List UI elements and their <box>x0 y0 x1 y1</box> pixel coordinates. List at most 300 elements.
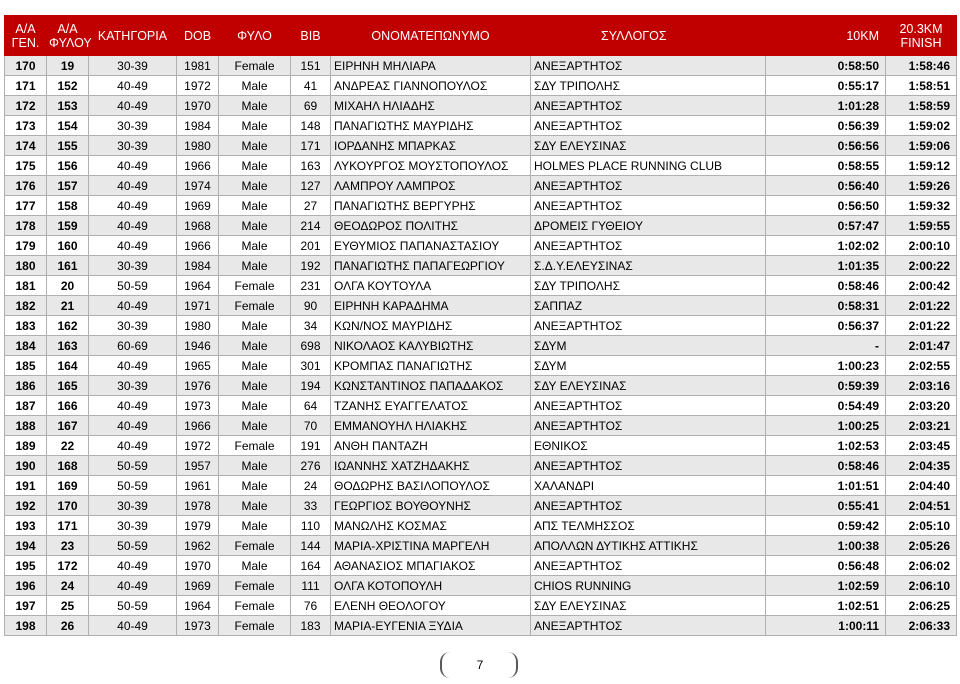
cell-dob: 1968 <box>177 216 219 236</box>
cell-cat: 30-39 <box>89 56 177 76</box>
cell-fin: 2:03:45 <box>886 436 957 456</box>
cell-cat: 30-39 <box>89 516 177 536</box>
cell-name: ΜΑΡΙΑ-ΧΡΙΣΤΙΝΑ ΜΑΡΓΕΛΗ <box>331 536 531 556</box>
cell-rank: 190 <box>5 456 47 476</box>
cell-fin: 1:58:59 <box>886 96 957 116</box>
cell-fin: 2:06:33 <box>886 616 957 636</box>
cell-t10: 1:00:25 <box>766 416 886 436</box>
cell-name: ΕΙΡΗΝΗ ΜΗΛΙΑΡΑ <box>331 56 531 76</box>
cell-t10: 0:58:31 <box>766 296 886 316</box>
cell-bib: 301 <box>291 356 331 376</box>
cell-rank: 198 <box>5 616 47 636</box>
cell-dob: 1973 <box>177 616 219 636</box>
table-row <box>5 496 957 516</box>
cell-t10: 1:01:35 <box>766 256 886 276</box>
cell-club: ΑΝΕΞΑΡΤΗΤΟΣ <box>531 196 766 216</box>
cell-dob: 1969 <box>177 576 219 596</box>
cell-t10: 0:56:50 <box>766 196 886 216</box>
cell-club: ΑΝΕΞΑΡΤΗΤΟΣ <box>531 116 766 136</box>
cell-name: ΕΜΜΑΝΟΥΗΛ ΗΛΙΑΚΗΣ <box>331 416 531 436</box>
cell-sex: Male <box>219 516 291 536</box>
cell-club: ΣΔΥ ΕΛΕΥΣΙΝΑΣ <box>531 376 766 396</box>
cell-cat: 40-49 <box>89 356 177 376</box>
cell-sex: Female <box>219 436 291 456</box>
cell-grank: 26 <box>47 616 89 636</box>
cell-sex: Male <box>219 96 291 116</box>
cell-name: ΘΕΟΔΩΡΟΣ ΠΟΛΙΤΗΣ <box>331 216 531 236</box>
cell-rank: 179 <box>5 236 47 256</box>
cell-name: ΤΖΑΝΗΣ ΕΥΑΓΓΕΛΑΤΟΣ <box>331 396 531 416</box>
cell-club: ΣΔΥ ΕΛΕΥΣΙΝΑΣ <box>531 596 766 616</box>
cell-club: ΑΠΟΛΛΩΝ ΔΥΤΙΚΗΣ ΑΤΤΙΚΗΣ <box>531 536 766 556</box>
cell-name: ΕΥΘΥΜΙΟΣ ΠΑΠΑΝΑΣΤΑΣΙΟΥ <box>331 236 531 256</box>
cell-rank: 171 <box>5 76 47 96</box>
cell-bib: 33 <box>291 496 331 516</box>
cell-t10: 1:00:11 <box>766 616 886 636</box>
cell-grank: 169 <box>47 476 89 496</box>
header-rank: Α/Α ΓΕΝ. <box>5 16 47 56</box>
cell-bib: 194 <box>291 376 331 396</box>
table-row <box>5 256 957 276</box>
cell-rank: 182 <box>5 296 47 316</box>
cell-fin: 2:01:22 <box>886 296 957 316</box>
cell-name: ΝΙΚΟΛΑΟΣ ΚΑΛΥΒΙΩΤΗΣ <box>331 336 531 356</box>
cell-rank: 195 <box>5 556 47 576</box>
cell-fin: 2:03:16 <box>886 376 957 396</box>
cell-grank: 20 <box>47 276 89 296</box>
cell-rank: 197 <box>5 596 47 616</box>
cell-club: ΑΝΕΞΑΡΤΗΤΟΣ <box>531 176 766 196</box>
cell-t10: - <box>766 336 886 356</box>
table-row <box>5 156 957 176</box>
cell-grank: 170 <box>47 496 89 516</box>
cell-name: ΑΝΔΡΕΑΣ ΓΙΑΝΝΟΠΟΥΛΟΣ <box>331 76 531 96</box>
cell-dob: 1984 <box>177 256 219 276</box>
cell-sex: Female <box>219 296 291 316</box>
cell-fin: 1:59:26 <box>886 176 957 196</box>
cell-name: ΟΛΓΑ ΚΟΤΟΠΟΥΛΗ <box>331 576 531 596</box>
cell-t10: 0:59:39 <box>766 376 886 396</box>
cell-dob: 1964 <box>177 276 219 296</box>
cell-grank: 153 <box>47 96 89 116</box>
table-row <box>5 556 957 576</box>
cell-t10: 1:00:23 <box>766 356 886 376</box>
cell-sex: Female <box>219 576 291 596</box>
cell-dob: 1984 <box>177 116 219 136</box>
cell-cat: 30-39 <box>89 316 177 336</box>
cell-name: ΕΙΡΗΝΗ ΚΑΡΑΔΗΜΑ <box>331 296 531 316</box>
cell-rank: 170 <box>5 56 47 76</box>
cell-t10: 1:01:51 <box>766 476 886 496</box>
cell-grank: 154 <box>47 116 89 136</box>
cell-sex: Male <box>219 216 291 236</box>
cell-rank: 189 <box>5 436 47 456</box>
cell-t10: 1:00:38 <box>766 536 886 556</box>
cell-name: ΑΝΘΗ ΠΑΝΤΑΖΗ <box>331 436 531 456</box>
table-row <box>5 316 957 336</box>
cell-dob: 1972 <box>177 76 219 96</box>
cell-cat: 40-49 <box>89 96 177 116</box>
cell-grank: 171 <box>47 516 89 536</box>
cell-cat: 50-59 <box>89 456 177 476</box>
cell-sex: Male <box>219 176 291 196</box>
cell-t10: 1:02:02 <box>766 236 886 256</box>
cell-sex: Male <box>219 196 291 216</box>
cell-bib: 111 <box>291 576 331 596</box>
cell-rank: 191 <box>5 476 47 496</box>
header-finish: 20.3KM FINISH <box>886 16 957 56</box>
results-body <box>5 56 957 636</box>
cell-club: ΣΑΠΠΑΖ <box>531 296 766 316</box>
cell-bib: 171 <box>291 136 331 156</box>
cell-fin: 2:01:47 <box>886 336 957 356</box>
cell-name: ΘΟΔΩΡΗΣ ΒΑΣΙΛΟΠΟΥΛΟΣ <box>331 476 531 496</box>
cell-club: ΑΝΕΞΑΡΤΗΤΟΣ <box>531 616 766 636</box>
cell-fin: 2:05:10 <box>886 516 957 536</box>
cell-bib: 191 <box>291 436 331 456</box>
header-club: ΣΥΛΛΟΓΟΣ <box>531 16 766 56</box>
cell-t10: 0:56:40 <box>766 176 886 196</box>
cell-sex: Male <box>219 456 291 476</box>
cell-fin: 1:59:55 <box>886 216 957 236</box>
cell-dob: 1966 <box>177 156 219 176</box>
cell-bib: 110 <box>291 516 331 536</box>
cell-grank: 19 <box>47 56 89 76</box>
table-row <box>5 396 957 416</box>
cell-sex: Male <box>219 556 291 576</box>
cell-rank: 193 <box>5 516 47 536</box>
cell-grank: 158 <box>47 196 89 216</box>
cell-bib: 90 <box>291 296 331 316</box>
cell-grank: 25 <box>47 596 89 616</box>
cell-t10: 0:57:47 <box>766 216 886 236</box>
cell-sex: Male <box>219 116 291 136</box>
page-number: 7 <box>476 658 484 672</box>
cell-name: ΜΙΧΑΗΛ ΗΛΙΑΔΗΣ <box>331 96 531 116</box>
cell-fin: 2:00:42 <box>886 276 957 296</box>
cell-name: ΜΑΡΙΑ-ΕΥΓΕΝΙΑ ΞΥΔΙΑ <box>331 616 531 636</box>
cell-club: ΣΔΥ ΤΡΙΠΟΛΗΣ <box>531 76 766 96</box>
cell-dob: 1978 <box>177 496 219 516</box>
table-row <box>5 596 957 616</box>
cell-club: ΑΝΕΞΑΡΤΗΤΟΣ <box>531 456 766 476</box>
table-row <box>5 376 957 396</box>
cell-bib: 163 <box>291 156 331 176</box>
header-dob: DOB <box>177 16 219 56</box>
cell-cat: 40-49 <box>89 396 177 416</box>
cell-sex: Female <box>219 536 291 556</box>
cell-sex: Female <box>219 56 291 76</box>
cell-grank: 172 <box>47 556 89 576</box>
table-row <box>5 616 957 636</box>
cell-dob: 1962 <box>177 536 219 556</box>
cell-sex: Female <box>219 616 291 636</box>
cell-rank: 178 <box>5 216 47 236</box>
cell-bib: 183 <box>291 616 331 636</box>
header-sex: ΦΥΛΟ <box>219 16 291 56</box>
cell-club: ΣΔΥΜ <box>531 336 766 356</box>
cell-dob: 1976 <box>177 376 219 396</box>
cell-rank: 186 <box>5 376 47 396</box>
cell-fin: 1:58:46 <box>886 56 957 76</box>
cell-fin: 2:05:26 <box>886 536 957 556</box>
cell-cat: 50-59 <box>89 536 177 556</box>
cell-club: Σ.Δ.Υ.ΕΛΕΥΣΙΝΑΣ <box>531 256 766 276</box>
cell-t10: 0:59:42 <box>766 516 886 536</box>
table-row <box>5 176 957 196</box>
cell-fin: 1:58:51 <box>886 76 957 96</box>
cell-rank: 174 <box>5 136 47 156</box>
cell-grank: 166 <box>47 396 89 416</box>
cell-fin: 1:59:12 <box>886 156 957 176</box>
cell-bib: 24 <box>291 476 331 496</box>
cell-grank: 161 <box>47 256 89 276</box>
cell-t10: 0:58:50 <box>766 56 886 76</box>
cell-bib: 276 <box>291 456 331 476</box>
cell-dob: 1946 <box>177 336 219 356</box>
table-row <box>5 416 957 436</box>
cell-dob: 1974 <box>177 176 219 196</box>
cell-t10: 0:58:46 <box>766 276 886 296</box>
table-row <box>5 236 957 256</box>
cell-bib: 164 <box>291 556 331 576</box>
cell-grank: 167 <box>47 416 89 436</box>
cell-rank: 187 <box>5 396 47 416</box>
table-row <box>5 336 957 356</box>
table-row <box>5 136 957 156</box>
cell-club: ΕΘΝΙΚΟΣ <box>531 436 766 456</box>
cell-rank: 177 <box>5 196 47 216</box>
cell-name: ΛΥΚΟΥΡΓΟΣ ΜΟΥΣΤΟΠΟΥΛΟΣ <box>331 156 531 176</box>
cell-cat: 30-39 <box>89 256 177 276</box>
cell-sex: Male <box>219 256 291 276</box>
cell-t10: 0:56:48 <box>766 556 886 576</box>
cell-bib: 127 <box>291 176 331 196</box>
cell-club: ΣΔΥ ΤΡΙΠΟΛΗΣ <box>531 276 766 296</box>
cell-rank: 184 <box>5 336 47 356</box>
cell-sex: Male <box>219 396 291 416</box>
table-row <box>5 196 957 216</box>
cell-club: ΑΝΕΞΑΡΤΗΤΟΣ <box>531 56 766 76</box>
cell-club: ΑΝΕΞΑΡΤΗΤΟΣ <box>531 496 766 516</box>
cell-sex: Male <box>219 76 291 96</box>
table-header-row <box>5 16 957 56</box>
cell-t10: 1:02:51 <box>766 596 886 616</box>
cell-dob: 1966 <box>177 236 219 256</box>
cell-grank: 163 <box>47 336 89 356</box>
cell-t10: 0:56:56 <box>766 136 886 156</box>
cell-cat: 40-49 <box>89 156 177 176</box>
cell-club: ΑΝΕΞΑΡΤΗΤΟΣ <box>531 556 766 576</box>
cell-cat: 40-49 <box>89 576 177 596</box>
cell-bib: 698 <box>291 336 331 356</box>
cell-rank: 183 <box>5 316 47 336</box>
cell-grank: 21 <box>47 296 89 316</box>
cell-name: ΙΟΡΔΑΝΗΣ ΜΠΑΡΚΑΣ <box>331 136 531 156</box>
header-group-rank: Α/Α ΦΥΛΟΥ <box>47 16 89 56</box>
cell-fin: 1:59:32 <box>886 196 957 216</box>
cell-cat: 50-59 <box>89 276 177 296</box>
cell-name: ΑΘΑΝΑΣΙΟΣ ΜΠΑΓΙΑΚΟΣ <box>331 556 531 576</box>
cell-t10: 0:58:46 <box>766 456 886 476</box>
cell-cat: 40-49 <box>89 556 177 576</box>
cell-bib: 192 <box>291 256 331 276</box>
cell-dob: 1964 <box>177 596 219 616</box>
cell-fin: 2:06:10 <box>886 576 957 596</box>
cell-sex: Male <box>219 496 291 516</box>
cell-cat: 60-69 <box>89 336 177 356</box>
cell-grank: 162 <box>47 316 89 336</box>
cell-sex: Female <box>219 596 291 616</box>
cell-cat: 30-39 <box>89 136 177 156</box>
cell-dob: 1966 <box>177 416 219 436</box>
cell-grank: 168 <box>47 456 89 476</box>
cell-grank: 164 <box>47 356 89 376</box>
cell-name: ΙΩΑΝΝΗΣ ΧΑΤΖΗΔΑΚΗΣ <box>331 456 531 476</box>
cell-club: ΧΑΛΑΝΔΡΙ <box>531 476 766 496</box>
cell-grank: 156 <box>47 156 89 176</box>
cell-dob: 1971 <box>177 296 219 316</box>
cell-fin: 2:06:02 <box>886 556 957 576</box>
cell-bib: 70 <box>291 416 331 436</box>
table-row <box>5 536 957 556</box>
cell-club: CHIOS RUNNING <box>531 576 766 596</box>
cell-name: ΟΛΓΑ ΚΟΥΤΟΥΛΑ <box>331 276 531 296</box>
cell-name: ΛΑΜΠΡΟΥ ΛΑΜΠΡΟΣ <box>331 176 531 196</box>
cell-rank: 196 <box>5 576 47 596</box>
cell-bib: 214 <box>291 216 331 236</box>
cell-cat: 30-39 <box>89 496 177 516</box>
cell-fin: 1:59:06 <box>886 136 957 156</box>
cell-cat: 40-49 <box>89 296 177 316</box>
cell-cat: 50-59 <box>89 476 177 496</box>
header-category: ΚΑΤΗΓΟΡΙΑ <box>89 16 177 56</box>
cell-cat: 40-49 <box>89 616 177 636</box>
table-row <box>5 356 957 376</box>
cell-fin: 2:04:35 <box>886 456 957 476</box>
cell-sex: Male <box>219 376 291 396</box>
cell-rank: 192 <box>5 496 47 516</box>
cell-grank: 157 <box>47 176 89 196</box>
cell-name: ΠΑΝΑΓΙΩΤΗΣ ΜΑΥΡΙΔΗΣ <box>331 116 531 136</box>
cell-bib: 201 <box>291 236 331 256</box>
cell-t10: 1:02:59 <box>766 576 886 596</box>
cell-cat: 40-49 <box>89 236 177 256</box>
table-row <box>5 436 957 456</box>
results-table <box>4 15 957 636</box>
cell-fin: 2:02:55 <box>886 356 957 376</box>
cell-sex: Male <box>219 156 291 176</box>
cell-bib: 76 <box>291 596 331 616</box>
cell-t10: 0:54:49 <box>766 396 886 416</box>
cell-grank: 24 <box>47 576 89 596</box>
cell-fin: 2:00:10 <box>886 236 957 256</box>
cell-grank: 22 <box>47 436 89 456</box>
cell-sex: Male <box>219 416 291 436</box>
table-row <box>5 96 957 116</box>
cell-sex: Male <box>219 476 291 496</box>
cell-fin: 1:59:02 <box>886 116 957 136</box>
cell-t10: 0:55:41 <box>766 496 886 516</box>
cell-club: ΑΝΕΞΑΡΤΗΤΟΣ <box>531 416 766 436</box>
cell-t10: 0:58:55 <box>766 156 886 176</box>
cell-bib: 148 <box>291 116 331 136</box>
cell-cat: 50-59 <box>89 596 177 616</box>
cell-name: ΠΑΝΑΓΙΩΤΗΣ ΒΕΡΓΥΡΗΣ <box>331 196 531 216</box>
cell-grank: 165 <box>47 376 89 396</box>
cell-club: HOLMES PLACE RUNNING CLUB <box>531 156 766 176</box>
cell-bib: 144 <box>291 536 331 556</box>
table-row <box>5 516 957 536</box>
cell-dob: 1980 <box>177 136 219 156</box>
cell-rank: 175 <box>5 156 47 176</box>
cell-dob: 1973 <box>177 396 219 416</box>
cell-cat: 40-49 <box>89 176 177 196</box>
cell-dob: 1970 <box>177 556 219 576</box>
cell-rank: 181 <box>5 276 47 296</box>
cell-fin: 2:03:20 <box>886 396 957 416</box>
cell-fin: 2:03:21 <box>886 416 957 436</box>
cell-club: ΑΝΕΞΑΡΤΗΤΟΣ <box>531 316 766 336</box>
cell-fin: 2:01:22 <box>886 316 957 336</box>
cell-dob: 1980 <box>177 316 219 336</box>
header-split: 10KM <box>766 16 886 56</box>
cell-sex: Male <box>219 236 291 256</box>
table-row <box>5 276 957 296</box>
cell-cat: 30-39 <box>89 116 177 136</box>
cell-name: ΚΩΝ/ΝΟΣ ΜΑΥΡΙΔΗΣ <box>331 316 531 336</box>
header-bib: BIB <box>291 16 331 56</box>
cell-cat: 40-49 <box>89 436 177 456</box>
cell-t10: 0:55:17 <box>766 76 886 96</box>
table-row <box>5 216 957 236</box>
table-row <box>5 76 957 96</box>
cell-dob: 1979 <box>177 516 219 536</box>
cell-bib: 34 <box>291 316 331 336</box>
cell-club: ΑΝΕΞΑΡΤΗΤΟΣ <box>531 396 766 416</box>
cell-rank: 188 <box>5 416 47 436</box>
cell-cat: 40-49 <box>89 216 177 236</box>
cell-grank: 152 <box>47 76 89 96</box>
cell-bib: 64 <box>291 396 331 416</box>
cell-rank: 173 <box>5 116 47 136</box>
cell-cat: 40-49 <box>89 76 177 96</box>
cell-t10: 1:01:28 <box>766 96 886 116</box>
cell-t10: 1:02:53 <box>766 436 886 456</box>
cell-name: ΕΛΕΝΗ ΘΕΟΛΟΓΟΥ <box>331 596 531 616</box>
cell-dob: 1969 <box>177 196 219 216</box>
table-row <box>5 56 957 76</box>
cell-bib: 27 <box>291 196 331 216</box>
cell-dob: 1961 <box>177 476 219 496</box>
cell-sex: Male <box>219 356 291 376</box>
cell-grank: 23 <box>47 536 89 556</box>
cell-bib: 231 <box>291 276 331 296</box>
cell-club: ΑΝΕΞΑΡΤΗΤΟΣ <box>531 236 766 256</box>
cell-name: ΜΑΝΩΛΗΣ ΚΟΣΜΑΣ <box>331 516 531 536</box>
cell-club: ΣΔΥΜ <box>531 356 766 376</box>
table-row <box>5 116 957 136</box>
cell-fin: 2:04:51 <box>886 496 957 516</box>
cell-club: ΣΔΥ ΕΛΕΥΣΙΝΑΣ <box>531 136 766 156</box>
cell-fin: 2:06:25 <box>886 596 957 616</box>
cell-club: ΔΡΟΜΕΙΣ ΓΥΘΕΙΟΥ <box>531 216 766 236</box>
cell-rank: 176 <box>5 176 47 196</box>
cell-dob: 1957 <box>177 456 219 476</box>
cell-cat: 40-49 <box>89 196 177 216</box>
cell-dob: 1972 <box>177 436 219 456</box>
cell-fin: 2:04:40 <box>886 476 957 496</box>
